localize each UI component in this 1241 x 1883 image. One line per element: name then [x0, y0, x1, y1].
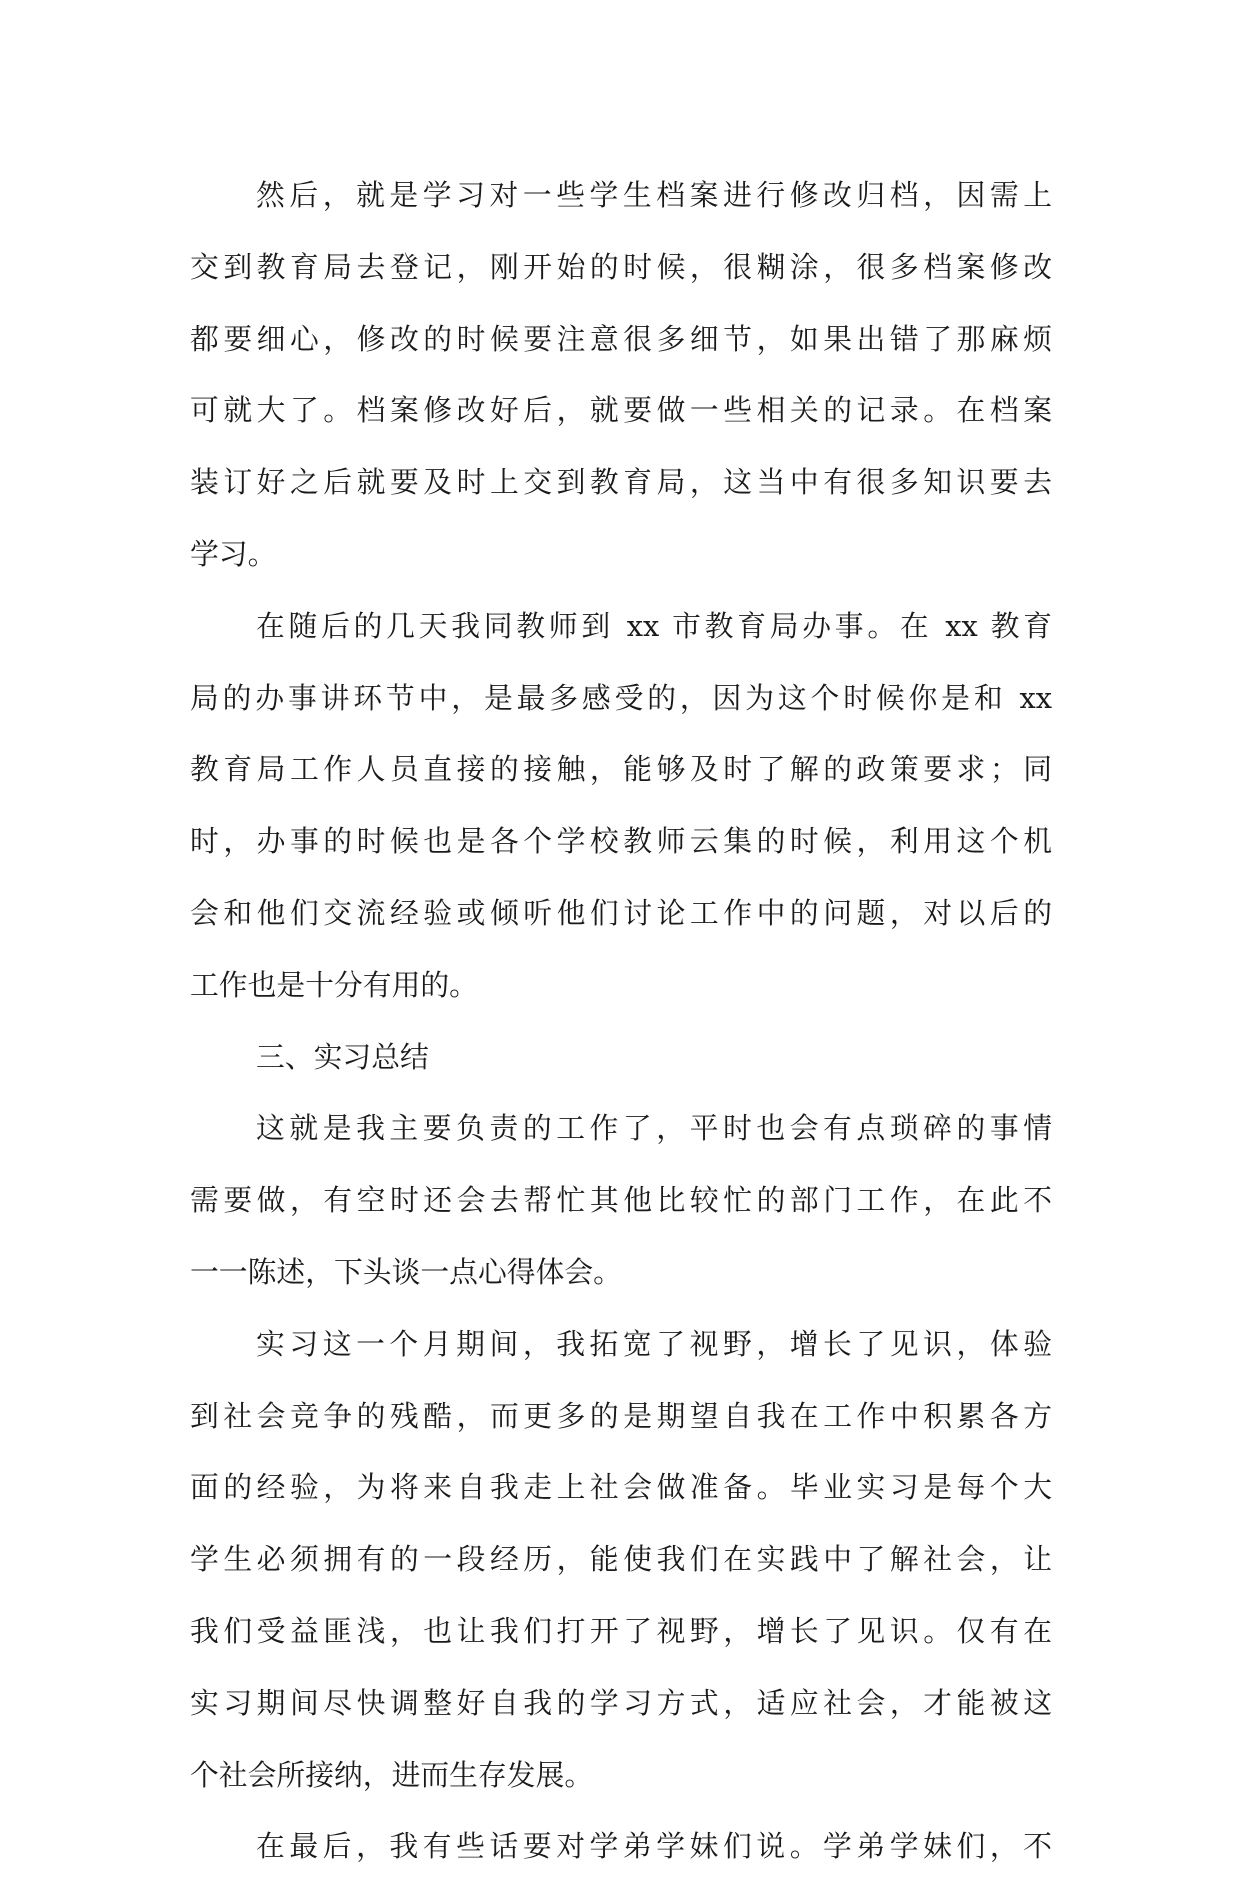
text-line: 需要做，有空时还会去帮忙其他比较忙的部门工作，在此不	[190, 1183, 1052, 1218]
paragraph-internship-reflection	[190, 1309, 1052, 1812]
text-line: 可就大了。档案修改好后，就要做一些相关的记录。在档案	[190, 393, 1052, 428]
paragraph-education-bureau	[190, 591, 1052, 1022]
text-line: 工作也是十分有用的。	[190, 967, 478, 1002]
text-line: 实习这一个月期间，我拓宽了视野，增长了见识，体验	[256, 1326, 1052, 1361]
text-line: 装订好之后就要及时上交到教育局，这当中有很多知识要去	[190, 465, 1052, 500]
document-body	[190, 160, 1052, 1883]
text-line: 时，办事的时候也是各个学校教师云集的时候，利用这个机	[190, 824, 1052, 859]
text-line: 学生必须拥有的一段经历，能使我们在实践中了解社会，让	[190, 1542, 1052, 1577]
text-line: 个社会所接纳，进而生存发展。	[190, 1757, 594, 1792]
section-heading	[190, 1022, 1052, 1094]
text-line: 学习。	[190, 536, 277, 571]
text-line: 交到教育局去登记，刚开始的时候，很糊涂，很多档案修改	[190, 249, 1052, 284]
text-line: 一一陈述，下头谈一点心得体会。	[190, 1254, 622, 1289]
heading-text: 三、实习总结	[256, 1039, 429, 1074]
paragraph-advice	[190, 1811, 1052, 1883]
text-line: 会和他们交流经验或倾听他们讨论工作中的问题，对以后的	[190, 895, 1052, 930]
text-line: 实习期间尽快调整好自我的学习方式，适应社会，才能被这	[190, 1685, 1052, 1720]
text-line: 在最后，我有些话要对学弟学妹们说。学弟学妹们，不	[256, 1829, 1052, 1864]
text-line: 局的办事讲环节中，是最多感受的，因为这个时候你是和 xx	[190, 680, 1052, 715]
text-line: 面的经验，为将来自我走上社会做准备。毕业实习是每个大	[190, 1470, 1052, 1505]
text-line: 都要细心，修改的时候要注意很多细节，如果出错了那麻烦	[190, 321, 1052, 356]
paragraph-responsibilities	[190, 1093, 1052, 1308]
text-line: 我们受益匪浅，也让我们打开了视野，增长了见识。仅有在	[190, 1613, 1052, 1648]
text-line: 教育局工作人员直接的接触，能够及时了解的政策要求；同	[190, 752, 1052, 787]
text-line: 然后，就是学习对一些学生档案进行修改归档，因需上	[256, 178, 1052, 212]
paragraph-archive-work	[190, 160, 1052, 591]
text-line: 到社会竞争的残酷，而更多的是期望自我在工作中积累各方	[190, 1398, 1052, 1433]
text-line: 这就是我主要负责的工作了，平时也会有点琐碎的事情	[256, 1111, 1052, 1146]
text-line: 在随后的几天我同教师到 xx 市教育局办事。在 xx 教育	[256, 608, 1052, 643]
